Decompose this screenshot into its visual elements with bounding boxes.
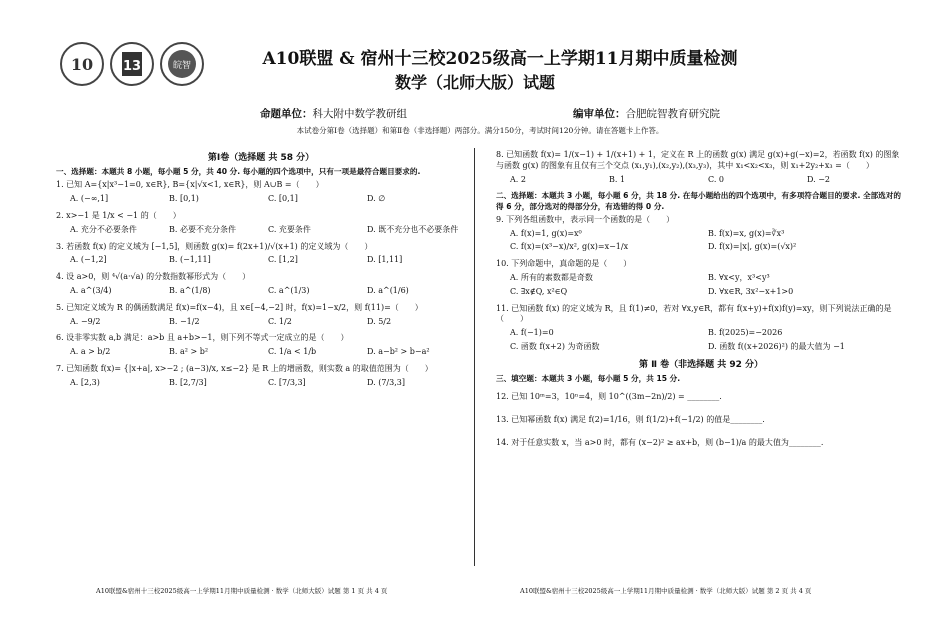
option: A. −9/2 [70,316,101,326]
reviewer-name: 合肥皖智教育研究院 [625,108,720,120]
option: D. ∀x∈R, 3x²−x+1>0 [708,286,794,296]
option: D. 函数 f((x+2026)²) 的最大值为 −1 [708,342,845,352]
question-stem: 10. 下列命题中，真命题的是（ ） [496,259,632,269]
svg-text:13: 13 [122,59,142,74]
school13-logo [110,42,154,86]
option: B. (−1,11] [169,255,211,265]
option: B. f(x)=x, g(x)=∛x³ [708,228,785,238]
question-options [70,317,466,328]
section3-heading: 三、填空题：本题共 3 小题，每小题 5 分，共 15 分. [496,374,681,383]
question-stem: 11. 已知函数 f(x) 的定义域为 R，且 f(1)≠0，若对 ∀x,y∈R，都有 f(x+y)+f(x)f(y)=xy，则下列说法正确的是（ ） [496,303,892,324]
left-question-list [56,180,466,388]
exam-title: A10联盟 & 宿州十三校2025级高一上学期11月期中质量检测 [262,49,738,69]
svg-text:皖智: 皖智 [172,61,192,71]
question-options [70,225,466,236]
question-stem: 2. x>−1 是 1/x < −1 的（ ） [56,210,181,220]
question-options [70,378,466,389]
question-stem: 3. 若函数 f(x) 的定义域为 [−1,5]，则函数 g(x)= f(2x+1)/√(x+1) 的定义域为（ ） [56,241,373,251]
option: C. 充要条件 [268,224,311,234]
reviewer-label: 编审单位： [573,108,626,120]
option: B. a^(1/8) [169,285,211,295]
question-stem: 6. 设非零实数 a,b 满足：a>b 且 a+b>−1，则下列不等式一定成立的是（ ） [56,333,349,343]
option: D. (7/3,3] [367,377,405,387]
fill-question: 12. 已知 10ᵐ=3，10ⁿ=4，则 10^((3m−2n)/2) = ________. [496,392,722,402]
option: A. f(x)=1, g(x)=x⁰ [510,228,582,238]
question-options [70,255,466,266]
exam-units [260,106,720,121]
question-stem: 8. 已知函数 f(x)= 1/(x−1) + 1/(x+1) + 1，定义在 R 上的函数 g(x) 满足 g(x)+g(−x)=2，若函数 f(x) 的图象与函数 g(x) 的图象有且仅有三个交点 (x₁,y₁),(x₂,y₂),(x₃,y₃)，其中 x₁<x₂<x₃，则 x₁+2y₂+x₃ =（ ） [496,150,900,170]
question-stem: 7. 已知函数 f(x)= {|x+a|, x>−2 ; (a−3)/x, x≤−2} 是 R 上的增函数，则实数 a 的取值范围为（ ） [56,363,433,373]
option: A. a > b/2 [70,347,111,357]
footer-left: A10联盟&宿州十三校2025级高一上学期11月期中质量检测 · 数学（北师大版）试题 第 1 页 共 4 页 [96,587,388,595]
exam-subtitle: 数学（北师大版）试题 [394,73,555,92]
option: B. 必要不充分条件 [169,224,236,234]
question-options [510,273,906,298]
setter-label: 命题单位： [260,108,313,120]
option: B. −1/2 [169,316,200,326]
option: B. f(2025)=−2026 [708,328,783,338]
option: D. −2 [807,174,831,184]
question-options [70,286,466,297]
option: C. a^(1/3) [268,285,310,295]
option: B. ∀x<y，x³<y³ [708,273,770,283]
option: B. [2,7/3] [169,377,207,387]
option: A. a^(3/4) [70,285,112,295]
wanzhi-logo [160,42,204,86]
option: C. [7/3,3] [268,377,306,387]
option: D. 既不充分也不必要条件 [367,224,459,234]
right-question-list [496,215,906,353]
option: D. ∅ [367,194,386,204]
option: B. [0,1) [169,194,199,204]
option: C. 1/2 [268,316,292,326]
exam-notice: 本试卷分第Ⅰ卷（选择题）和第Ⅱ卷（非选择题）两部分。满分150分，考试时间120分钟。请在答题卡上作答。 [296,126,664,135]
option: C. 1/a < 1/b [268,347,317,357]
question-options [510,229,906,254]
question-options [510,328,906,353]
part2-title: 第 Ⅱ 卷（非选择题 共 92 分） [638,359,764,370]
option: C. f(x)=(x³−x)/x², g(x)=x−1/x [510,242,629,252]
right-column [496,150,906,452]
question-stem: 4. 设 a>0，则 ⁴√(a·√a) 的分数指数幂形式为（ ） [56,272,251,282]
option: A. f(−1)=0 [510,328,554,338]
question-stem: 5. 已知定义域为 R 的偶函数满足 f(x)=f(x−4)，且 x∈[−4,−2] 时，f(x)=1−x/2，则 f(11)=（ ） [56,302,423,312]
column-divider [474,148,475,566]
option: A. 2 [510,174,526,184]
option: A. [2,3) [70,377,100,387]
option: A. 充分不必要条件 [70,224,137,234]
setter-name: 科大附中数学教研组 [312,108,407,120]
option: B. a² > b² [169,347,209,357]
option: C. ∃x∉Q, x²∈Q [510,286,568,296]
left-column [56,150,466,395]
fill-question: 14. 对于任意实数 x，当 a>0 时，都有 (x−2)² ≥ ax+b，则 (b−1)/a 的最大值为________. [496,437,824,447]
question-options [70,194,466,205]
option: C. [0,1] [268,194,298,204]
alliance-logo [60,42,104,86]
question-stem: 9. 下列各组函数中，表示同一个函数的是（ ） [496,214,675,224]
option: D. [1,11] [367,255,403,265]
option: A. (−∞,1] [70,194,109,204]
question-options [70,347,466,358]
option: D. f(x)=|x|, g(x)=(√x)² [708,242,797,252]
option: C. 0 [708,174,725,184]
option: A. 所有的素数都是奇数 [510,273,593,283]
question-options [510,175,906,186]
option: A. (−1,2] [70,255,107,265]
section1-heading: 一、选择题：本题共 8 小题，每小题 5 分，共 40 分. 每小题的四个选项中，只有一项是最符合题目要求的. [56,167,421,177]
option: D. a^(1/6) [367,285,409,295]
footer-right: A10联盟&宿州十三校2025级高一上学期11月期中质量检测 · 数学（北师大版）试题 第 2 页 共 4 页 [520,587,812,595]
option: D. a−b² > b−a² [367,347,430,357]
option: D. 5/2 [367,316,392,326]
section2-heading: 二、选择题：本题共 3 小题，每小题 6 分，共 18 分. 在每小题给出的四个选项中，有多项符合题目的要求. 全部选对的得 6 分，部分选对的得部分分，有选错的得 0 分. [496,191,901,211]
part1-title: 第Ⅰ卷（选择题 共 58 分） [207,153,315,163]
question-stem: 1. 已知 A={x|x³−1=0, x∈R}, B={x|√x<1, x∈R}，则 A∪B =（ ） [56,180,324,190]
option: B. 1 [609,174,626,184]
fill-question: 13. 已知幂函数 f(x) 满足 f(2)=1/16，则 f(1/2)+f(−1/2) 的值是________. [496,415,765,425]
svg-text:10: 10 [70,55,94,74]
option: C. 函数 f(x+2) 为奇函数 [510,342,600,352]
option: C. [1,2] [268,255,298,265]
